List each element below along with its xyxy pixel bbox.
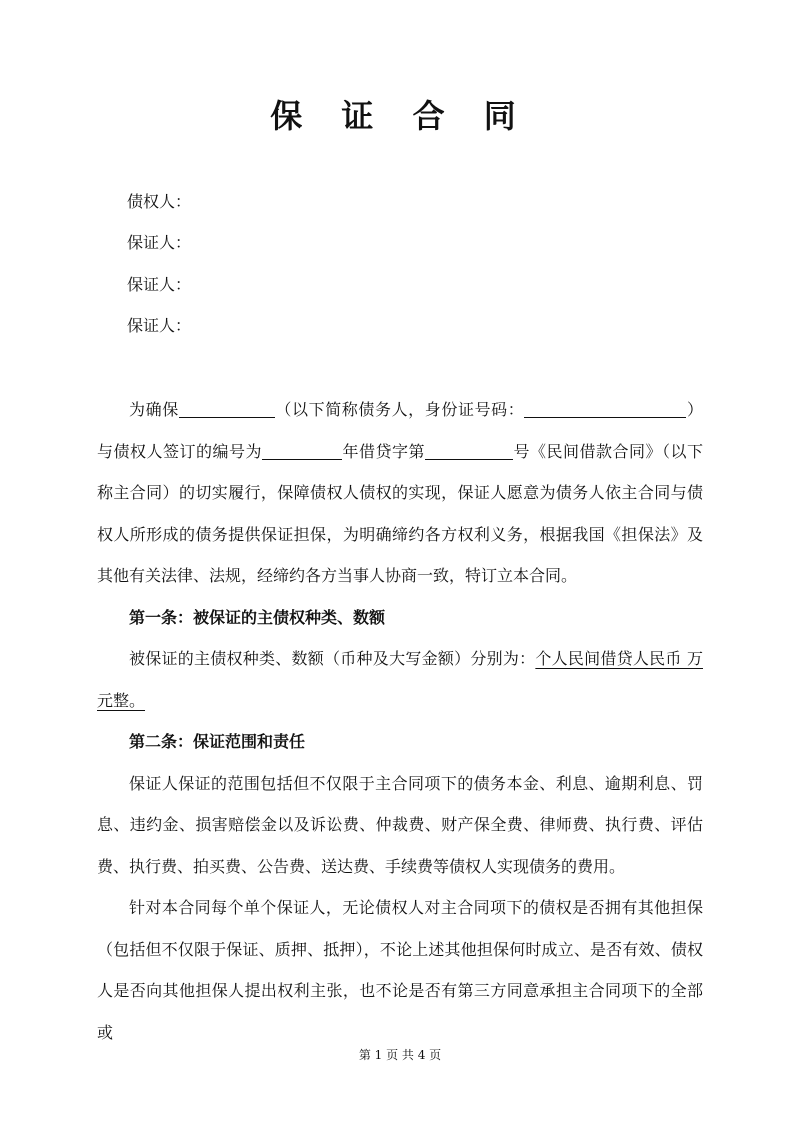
- preamble-text-1: 为确保: [129, 400, 179, 419]
- article-2-paragraph-1: 保证人保证的范围包括但不仅限于主合同项下的债务本金、利息、逾期利息、罚息、违约金、损害赔偿金以及诉讼费、仲裁费、财产保全费、律师费、执行费、评估费、执行费、拍买费、公告费、送达费、手续费等债权人实现债务的费用。: [97, 773, 703, 876]
- preamble-text-3: ）与债权人签订的编号为: [97, 400, 703, 461]
- contract-body: [97, 389, 703, 1053]
- article-1-heading: 第一条：被保证的主债权种类、数额: [129, 607, 386, 627]
- party-guarantor-label-3: 保证人：: [127, 316, 192, 335]
- article-1-amount: 个人民间借贷人民币 万元整。: [97, 649, 703, 710]
- loan-number-blank[interactable]: [425, 441, 513, 460]
- article-2-paragraph-2: 针对本合同每个单个保证人，无论债权人对主合同项下的债权是否拥有其他担保（包括但不仅限于保证、质押、抵押），不论上述其他担保何时成立、是否有效、债权人是否向其他担保人提出权利主张，也不论是否有第三方同意承担主合同项下的全部或: [97, 898, 703, 1042]
- preamble-text-2: （以下简称债务人，身份证号码：: [274, 400, 525, 419]
- id-number-blank[interactable]: [524, 399, 686, 418]
- party-creditor-label: 债权人：: [127, 192, 192, 211]
- article-1-paragraph: [97, 638, 703, 721]
- page-footer: 第 1 页 共 4 页: [358, 1048, 442, 1062]
- article-2-heading: 第二条：保证范围和责任: [129, 732, 306, 751]
- party-guarantor-label-2: 保证人：: [127, 275, 192, 294]
- preamble-paragraph: [97, 389, 703, 597]
- preamble-text-5: 号《民间借款合同》（以下称主合同）的切实履行，保障债权人债权的实现，保证人愿意为债务人依主合同与债权人所形成的债务提供保证担保，为明确缔约各方权利义务，根据我国《担保法》及其他有关法律、法规，经缔约各方当事人协商一致，特订立本合同。: [97, 441, 703, 585]
- preamble-text-4: 年借贷字第: [341, 441, 425, 461]
- party-guarantor-label-1: 保证人：: [127, 233, 192, 252]
- contract-number-blank[interactable]: [262, 441, 342, 460]
- debtor-name-blank[interactable]: [179, 399, 275, 418]
- document-title: 保 证 合 同: [270, 97, 530, 135]
- article-1-text: 被保证的主债权种类、数额（币种及大写金额）分别为：: [129, 649, 536, 668]
